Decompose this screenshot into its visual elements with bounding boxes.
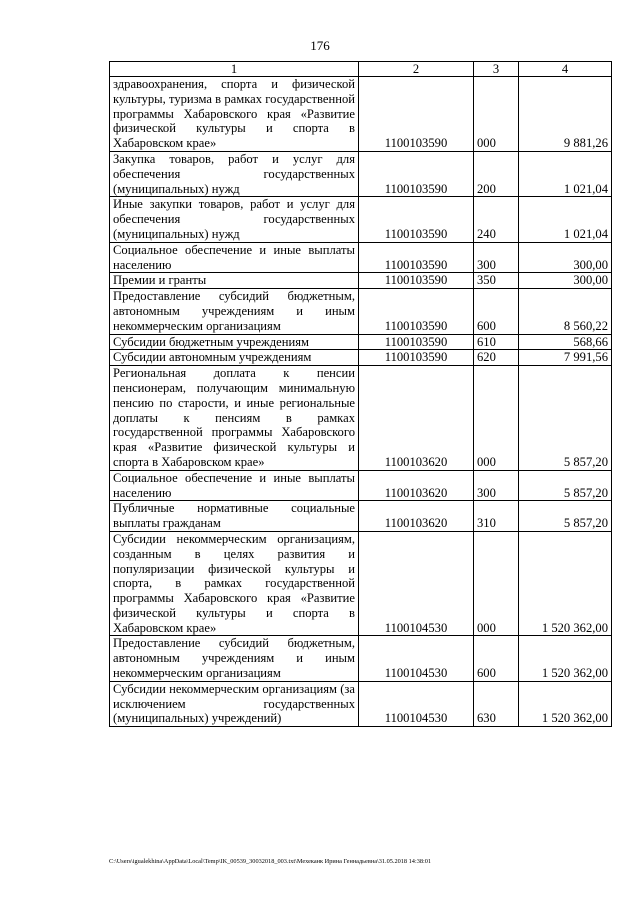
table-row: [110, 242, 612, 273]
budget-table: [109, 61, 612, 727]
row-name-cell: Субсидии автономным учреждениям: [110, 350, 359, 366]
row-vr-cell: 000: [474, 366, 519, 471]
row-vr-cell: 600: [474, 289, 519, 334]
row-code-cell: 1100103590: [359, 77, 474, 152]
row-name-cell: здравоохранения, спорта и физической культуры, туризма в рамках государственной программы Хабаровского края «Развитие физической культуры и спорта в Хабаровском крае»: [110, 77, 359, 152]
row-code-cell: 1100103590: [359, 197, 474, 242]
table-row: [110, 197, 612, 242]
row-name-cell: Иные закупки товаров, работ и услуг для обеспечения государственных (муниципальных) нужд: [110, 197, 359, 242]
row-vr-cell: 300: [474, 242, 519, 273]
row-name-cell: Социальное обеспечение и иные выплаты населению: [110, 242, 359, 273]
row-amount-cell: 9 881,26: [519, 77, 612, 152]
row-vr-cell: 300: [474, 470, 519, 501]
row-code-cell: 1100103590: [359, 242, 474, 273]
table-header-row: [110, 62, 612, 77]
row-code-cell: 1100103590: [359, 273, 474, 289]
row-amount-cell: 1 520 362,00: [519, 531, 612, 636]
column-header: 1: [110, 62, 359, 77]
row-code-cell: 1100104530: [359, 681, 474, 726]
row-vr-cell: 620: [474, 350, 519, 366]
row-vr-cell: 000: [474, 531, 519, 636]
row-amount-cell: 5 857,20: [519, 366, 612, 471]
column-header: 2: [359, 62, 474, 77]
row-amount-cell: 8 560,22: [519, 289, 612, 334]
table-row: [110, 470, 612, 501]
row-amount-cell: 300,00: [519, 242, 612, 273]
row-vr-cell: 000: [474, 77, 519, 152]
table-row: [110, 366, 612, 471]
row-vr-cell: 350: [474, 273, 519, 289]
row-amount-cell: 1 021,04: [519, 197, 612, 242]
table-row: [110, 273, 612, 289]
row-name-cell: Закупка товаров, работ и услуг для обеспечения государственных (муниципальных) нужд: [110, 151, 359, 196]
row-code-cell: 1100103620: [359, 470, 474, 501]
row-name-cell: Социальное обеспечение и иные выплаты населению: [110, 470, 359, 501]
row-name-cell: Предоставление субсидий бюджетным, автономным учреждениям и иным некоммерческим организациям: [110, 289, 359, 334]
row-amount-cell: 1 021,04: [519, 151, 612, 196]
row-name-cell: Региональная доплата к пенсии пенсионерам, получающим минимальную пенсию по старости, и иные региональные доплаты к пенсиям в рамках государственной программы Хабаровского края «Развитие физической культуры и спорта в Хабаровском крае»: [110, 366, 359, 471]
row-code-cell: 1100104530: [359, 531, 474, 636]
row-name-cell: Субсидии некоммерческим организациям (за исключением государственных (муниципальных) учреждений): [110, 681, 359, 726]
table-row: [110, 501, 612, 532]
column-header: 4: [519, 62, 612, 77]
table-row: [110, 350, 612, 366]
row-name-cell: Публичные нормативные социальные выплаты гражданам: [110, 501, 359, 532]
row-name-cell: Премии и гранты: [110, 273, 359, 289]
row-code-cell: 1100103620: [359, 366, 474, 471]
row-amount-cell: 5 857,20: [519, 470, 612, 501]
row-amount-cell: 5 857,20: [519, 501, 612, 532]
table-row: [110, 681, 612, 726]
row-vr-cell: 630: [474, 681, 519, 726]
row-vr-cell: 200: [474, 151, 519, 196]
table-row: [110, 531, 612, 636]
table-row: [110, 151, 612, 196]
row-code-cell: 1100103620: [359, 501, 474, 532]
row-code-cell: 1100103590: [359, 334, 474, 350]
table-row: [110, 289, 612, 334]
row-vr-cell: 310: [474, 501, 519, 532]
row-vr-cell: 610: [474, 334, 519, 350]
table-row: [110, 334, 612, 350]
row-name-cell: Предоставление субсидий бюджетным, автономным учреждениям и иным некоммерческим организациям: [110, 636, 359, 681]
row-amount-cell: 1 520 362,00: [519, 636, 612, 681]
row-code-cell: 1100103590: [359, 151, 474, 196]
row-amount-cell: 7 991,56: [519, 350, 612, 366]
row-name-cell: Субсидии бюджетным учреждениям: [110, 334, 359, 350]
file-path-footer: C:\Users\igualekhina\AppData\Local\Temp\IK_00539_30032018_003.txt\Мехеканк Ирина Геннадьевна\31.05.2018 14:38:01: [109, 858, 432, 865]
table-row: [110, 77, 612, 152]
row-amount-cell: 1 520 362,00: [519, 681, 612, 726]
row-vr-cell: 600: [474, 636, 519, 681]
row-vr-cell: 240: [474, 197, 519, 242]
table-row: [110, 636, 612, 681]
page-number: 176: [310, 38, 330, 53]
row-code-cell: 1100104530: [359, 636, 474, 681]
column-header: 3: [474, 62, 519, 77]
row-name-cell: Субсидии некоммерческим организациям, созданным в целях развития и популяризации физической культуры и спорта, в рамках государственной программы Хабаровского края «Развитие физической культуры и спорта в Хабаровском крае»: [110, 531, 359, 636]
row-code-cell: 1100103590: [359, 350, 474, 366]
row-code-cell: 1100103590: [359, 289, 474, 334]
row-amount-cell: 300,00: [519, 273, 612, 289]
row-amount-cell: 568,66: [519, 334, 612, 350]
